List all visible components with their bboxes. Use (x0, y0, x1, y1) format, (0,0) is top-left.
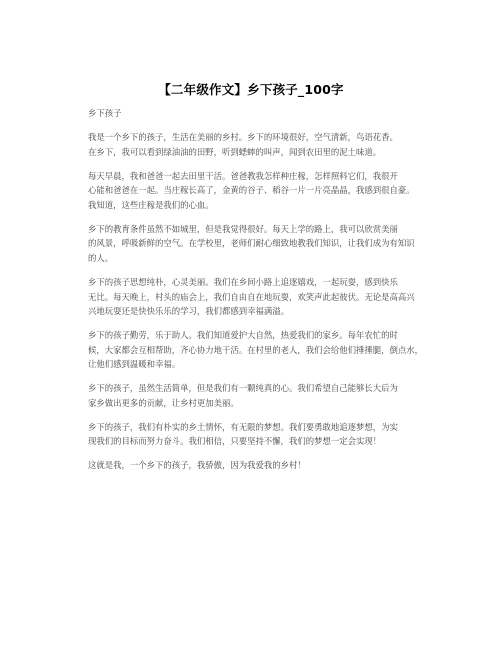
paragraph-line: 的人。 (88, 252, 114, 263)
paragraph-1 (88, 130, 418, 159)
paragraph-line: 乡下的孩子，我们有朴实的乡土情怀，有无限的梦想。我们要勇敢地追逐梦想，为实 (88, 421, 398, 432)
paragraph-line: 这就是我，一个乡下的孩子，我骄傲，因为我爱我的乡村！ (88, 460, 306, 471)
document-title: 【二年级作文】乡下孩子_100字 (158, 82, 344, 97)
paragraph-2 (88, 169, 418, 213)
paragraph-line: 候，大家都会互相帮助，齐心协力地干活。在村里的老人，我们会给他们捶捶腿，倒点水， (88, 344, 423, 355)
paragraph-line: 的风景，呼吸新鲜的空气。在学校里，老师们耐心细致地教我们知识，让我们成为有知识 (88, 238, 415, 249)
paragraph-line: 无比。每天晚上，村头的庙会上，我们自由自在地玩耍，欢笑声此起彼伏。无论是高高兴 (88, 291, 415, 302)
paragraph-line: 乡下的教育条件虽然不如城里，但是我觉得很好。每天上学的路上，我可以欣赏美丽 (88, 223, 398, 234)
paragraph-line: 家乡做出更多的贡献，让乡村更加美丽。 (88, 397, 239, 408)
paragraph-3 (88, 222, 418, 266)
paragraph-4 (88, 275, 418, 319)
paragraph-line: 让他们感到温暖和幸福。 (88, 359, 181, 370)
paragraph-8 (88, 458, 418, 473)
paragraph-7 (88, 420, 418, 449)
paragraph-line: 兴地玩耍还是快快乐乐的学习，我们都感到幸福满溢。 (88, 306, 289, 317)
document-body (88, 106, 423, 482)
paragraph-line: 每天早晨，我和爸爸一起去田里干活。爸爸教我怎样种庄稼，怎样照料它们，我很开 (88, 170, 398, 181)
paragraph-line: 我是一个乡下的孩子，生活在美丽的乡村。乡下的环境很好，空气清新，鸟语花香。 (88, 131, 398, 142)
paragraph-line: 心能和爸爸在一起。当庄稼长高了，金黄的谷子、稻谷一片一片亮晶晶，我感到很自豪。 (88, 185, 415, 196)
paragraph-line: 我知道，这些庄稼是我们的心血。 (88, 199, 214, 210)
paragraph-5 (88, 328, 423, 372)
essay-subtitle: 乡下孩子 (88, 108, 122, 118)
paragraph-line: 乡下的孩子思想纯朴，心灵美丽。我们在乡间小路上追逐嬉戏，一起玩耍，感到快乐 (88, 276, 398, 287)
paragraph-line: 乡下的孩子勤劳，乐于助人。我们知道爱护大自然，热爱我们的家乡。每年农忙的时 (88, 330, 398, 341)
paragraph-line: 在乡下，我可以看到绿油油的田野，听到蟋蟀的叫声，闻到农田里的泥土味道。 (88, 146, 382, 157)
paragraph-line: 乡下的孩子，虽然生活简单，但是我们有一颗纯真的心。我们希望自己能够长大后为 (88, 383, 398, 394)
paragraph-6 (88, 381, 418, 410)
paragraph-line: 现我们的目标而努力奋斗。我们相信，只要坚持不懈，我们的梦想一定会实现！ (88, 436, 382, 447)
